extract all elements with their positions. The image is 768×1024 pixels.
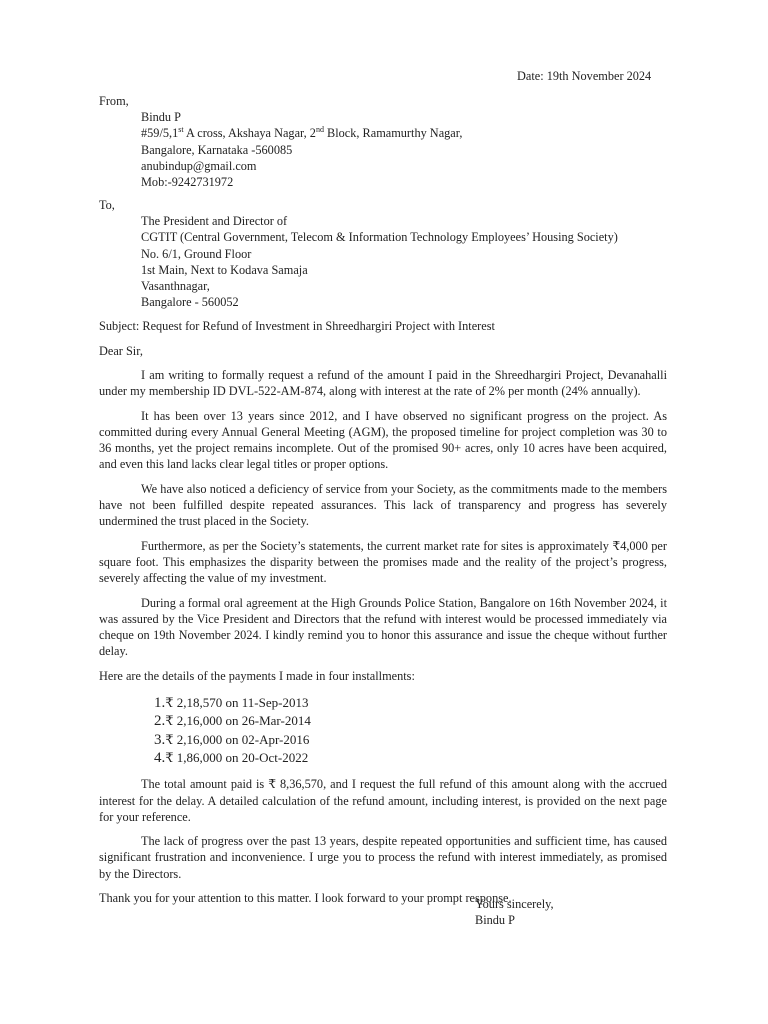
sender-mobile: Mob:-9242731972 xyxy=(141,175,234,190)
salutation: Dear Sir, xyxy=(99,344,143,358)
subject-line: Subject: Request for Refund of Investment in Shreedhargiri Project with Interest xyxy=(99,319,495,333)
recipient-line: The President and Director of xyxy=(141,214,288,228)
sender-address-line2: Bangalore, Karnataka -560085 xyxy=(141,142,293,157)
installments-list xyxy=(99,694,667,767)
body-paragraph: The lack of progress over the past 13 years, despite repeated opportunities and sufficient time, has caused significant frustration and inconvenience. I urge you to process the refund with interest immediately, as promised by the Directors. xyxy=(99,834,667,881)
recipient-line: Vasanthnagar, xyxy=(141,279,210,294)
installments-intro: Here are the details of the payments I made in four installments: xyxy=(99,668,415,683)
from-label: From, xyxy=(99,94,129,108)
to-label: To, xyxy=(99,198,115,212)
recipient-address-block xyxy=(141,213,618,311)
list-item: 4.₹ 1,86,000 on 20-Oct-2022 xyxy=(154,749,309,766)
thanks-line: Thank you for your attention to this matter. I look forward to your prompt response. xyxy=(99,891,512,906)
signature-name: Bindu P xyxy=(475,913,515,928)
sender-name: Bindu P xyxy=(141,110,181,124)
sender-address-line1: #59/5,1st A cross, Akshaya Nagar, 2nd Block, Ramamurthy Nagar, xyxy=(141,125,463,141)
list-item: 2.₹ 2,16,000 on 26-Mar-2014 xyxy=(154,713,311,730)
body-paragraph: The total amount paid is ₹ 8,36,570, and I request the full refund of this amount along with the accrued interest for the delay. A detailed calculation of the refund amount, including interest, is provided on the next page for your reference. xyxy=(99,777,667,824)
body-paragraph: I am writing to formally request a refund of the amount I paid in the Shreedhargiri Project, Devanahalli under my membership ID DVL-522-AM-874, along with interest at the rate of 2% per month (24% annually). xyxy=(99,368,667,399)
recipient-line: CGTIT (Central Government, Telecom & Information Technology Employees’ Housing Society) xyxy=(141,230,618,245)
recipient-line: No. 6/1, Ground Floor xyxy=(141,246,252,261)
closing-block xyxy=(475,896,554,929)
list-item: 3.₹ 2,16,000 on 02-Apr-2016 xyxy=(154,731,310,748)
body-paragraph: During a formal oral agreement at the High Grounds Police Station, Bangalore on 16th November 2024, it was assured by the Vice President and Directors that the refund with interest would be processed immediately via cheque on 19th November 2024. I kindly remind you to honor this assurance and issue the cheque without further delay. xyxy=(99,595,667,659)
recipient-line: 1st Main, Next to Kodava Samaja xyxy=(141,262,308,277)
sender-address-block xyxy=(141,109,462,190)
recipient-line: Bangalore - 560052 xyxy=(141,295,239,310)
body-paragraph: We have also noticed a deficiency of service from your Society, as the commitments made to the members have not been fulfilled despite repeated assurances. This lack of transparency and progress has severely undermined the trust placed in the Society. xyxy=(99,481,667,529)
letter-body xyxy=(99,367,667,916)
body-paragraph: It has been over 13 years since 2012, and I have observed no significant progress on the project. As committed during every Annual General Meeting (AGM), the proposed timeline for project completion was 30 to 36 months, yet the project remains incomplete. Out of the promised 90+ acres, only 10 acres have been acquired, and even this land lacks clear legal titles or proper options. xyxy=(99,408,667,472)
body-paragraph: Furthermore, as per the Society’s statements, the current market rate for sites is approximately ₹4,000 per square foot. This emphasizes the disparity between the promises made and the reality of the project’s progress, severely affecting the value of my investment. xyxy=(99,538,667,586)
sender-email: anubindup@gmail.com xyxy=(141,158,257,173)
letter-date: Date: 19th November 2024 xyxy=(517,69,652,83)
valediction: Yours sincerely, xyxy=(475,897,554,911)
list-item: 1.₹ 2,18,570 on 11-Sep-2013 xyxy=(154,695,309,712)
